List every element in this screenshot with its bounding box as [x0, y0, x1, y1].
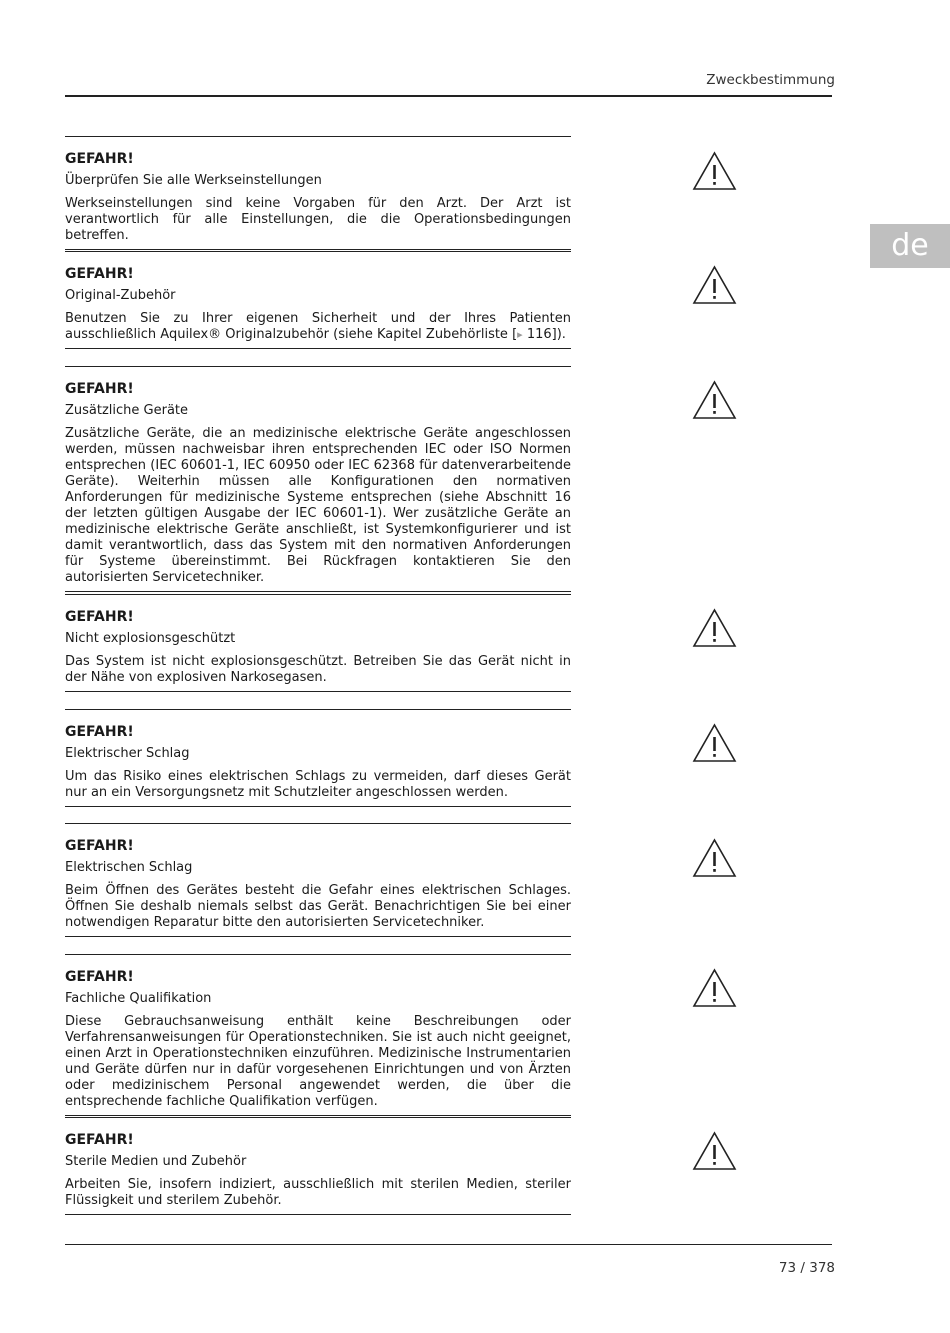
warning-signal-word: GEFAHR! [65, 969, 134, 985]
warning-signal-word: GEFAHR! [65, 724, 134, 740]
warning-signal-word: GEFAHR! [65, 381, 134, 397]
warning-subtitle: Elektrischen Schlag [65, 860, 193, 875]
warning-block [65, 709, 571, 807]
warning-subtitle: Elektrischer Schlag [65, 746, 190, 761]
warning-bottom-rule [65, 348, 571, 349]
warning-body: Diese Gebrauchsanweisung enthält keine Beschreibungen oder Verfahrensanweisungen für Operationstechniken. Sie ist auch nicht geeignet, einen Arzt in Operationstechniken einzuführen. Medizinische Instrumentarien und Geräte dürfen nur in dafür vorgesehenen Einrichtungen und von Ärzten oder medizinischem Personal angewendet werden, die über die entsprechende fachliche Qualifikation verfügen. [65, 1014, 571, 1109]
warning-subtitle: Überprüfen Sie alle Werkseinstellungen [65, 173, 322, 188]
warning-subtitle: Sterile Medien und Zubehör [65, 1154, 247, 1169]
warning-block [65, 594, 571, 692]
warning-top-rule [65, 366, 571, 367]
warning-signal-word: GEFAHR! [65, 266, 134, 282]
warning-body: Werkseinstellungen sind keine Vorgaben für den Arzt. Der Arzt ist verantwortlich für alle Einstellungen, die die Operationsbedingungen betreffen. [65, 196, 571, 243]
warning-block [65, 1117, 571, 1215]
warning-signal-word: GEFAHR! [65, 838, 134, 854]
warning-body: Zusätzliche Geräte, die an medizinische elektrische Geräte angeschlossen werden, müssen nachweisbar ihren entsprechenden IEC oder ISO Normen entsprechen (IEC 60601-1, IEC 60950 oder IEC 62368 für datenverarbeitende Geräte). Weiterhin müssen alle Konfigurationen den normativen Anforderungen für medizinische Systeme entsprechen (siehe Abschnitt 16 der letzten gültigen Ausgabe der IEC 60601-1). Wer zusätzliche Geräte an medizinische elektrische Geräte anschließt, ist Systemkonfigurierer und ist damit verantwortlich, dass das System mit den normativen Anforderungen für Systeme übereinstimmt. Bei Rückfragen kontaktieren Sie den autorisierten Servicetechniker. [65, 426, 571, 585]
language-tab[interactable]: de [870, 224, 950, 268]
warning-triangle-icon [692, 151, 737, 191]
warning-block [65, 954, 571, 1116]
warning-top-rule [65, 136, 571, 137]
warning-top-rule [65, 594, 571, 595]
warning-subtitle: Nicht explosionsgeschützt [65, 631, 236, 646]
warning-body: Beim Öffnen des Gerätes besteht die Gefahr eines elektrischen Schlages. Öffnen Sie deshalb niemals selbst das Gerät. Benachrichtigen Sie bei einer notwendigen Reparatur bitte den autorisierten Servicetechniker. [65, 883, 571, 930]
page-number: 73 / 378 [778, 1260, 835, 1276]
warning-top-rule [65, 823, 571, 824]
warning-body: Arbeiten Sie, insofern indiziert, ausschließlich mit sterilen Medien, steriler Flüssigkeit und sterilem Zubehör. [65, 1177, 571, 1208]
warning-triangle-icon [692, 608, 737, 648]
warning-top-rule [65, 709, 571, 710]
warning-triangle-icon [692, 723, 737, 763]
cross-reference-link[interactable]: 116 [526, 327, 552, 342]
warning-triangle-icon [692, 1131, 737, 1171]
warning-block [65, 136, 571, 250]
warning-subtitle: Original-Zubehör [65, 288, 176, 303]
warning-top-rule [65, 251, 571, 252]
footer-divider [65, 1244, 832, 1245]
header-divider [65, 95, 832, 97]
warning-signal-word: GEFAHR! [65, 151, 134, 167]
warning-body [65, 311, 571, 343]
warning-triangle-icon [692, 265, 737, 305]
warning-bottom-rule [65, 691, 571, 692]
warning-block [65, 823, 571, 937]
warning-triangle-icon [692, 838, 737, 878]
warning-bottom-rule [65, 806, 571, 807]
warning-body-text: Benutzen Sie zu Ihrer eigenen Sicherheit und der Ihres Patienten ausschließlich Aquilex® Originalzubehör (siehe Kapitel Zubehörliste [ [65, 311, 571, 342]
warning-subtitle: Zusätzliche Geräte [65, 403, 189, 418]
warning-bottom-rule [65, 1115, 571, 1116]
cross-reference-arrow-icon: ▸ [517, 328, 523, 341]
header-section-title: Zweckbestimmung [706, 72, 835, 88]
warning-top-rule [65, 1117, 571, 1118]
warning-body: Um das Risiko eines elektrischen Schlags zu vermeiden, darf dieses Gerät nur an ein Versorgungsnetz mit Schutzleiter angeschlossen werden. [65, 769, 571, 800]
warning-subtitle: Fachliche Qualifikation [65, 991, 212, 1006]
warning-top-rule [65, 954, 571, 955]
warning-triangle-icon [692, 968, 737, 1008]
warning-triangle-icon [692, 380, 737, 420]
warning-bottom-rule [65, 249, 571, 250]
warning-block [65, 251, 571, 349]
warning-bottom-rule [65, 936, 571, 937]
warning-bottom-rule [65, 1214, 571, 1215]
warning-body-text-end: ]). [551, 327, 566, 342]
warning-signal-word: GEFAHR! [65, 609, 134, 625]
warning-signal-word: GEFAHR! [65, 1132, 134, 1148]
warning-bottom-rule [65, 591, 571, 592]
warning-block [65, 366, 571, 592]
warning-body: Das System ist nicht explosionsgeschützt. Betreiben Sie das Gerät nicht in der Nähe von explosiven Narkosegasen. [65, 654, 571, 685]
